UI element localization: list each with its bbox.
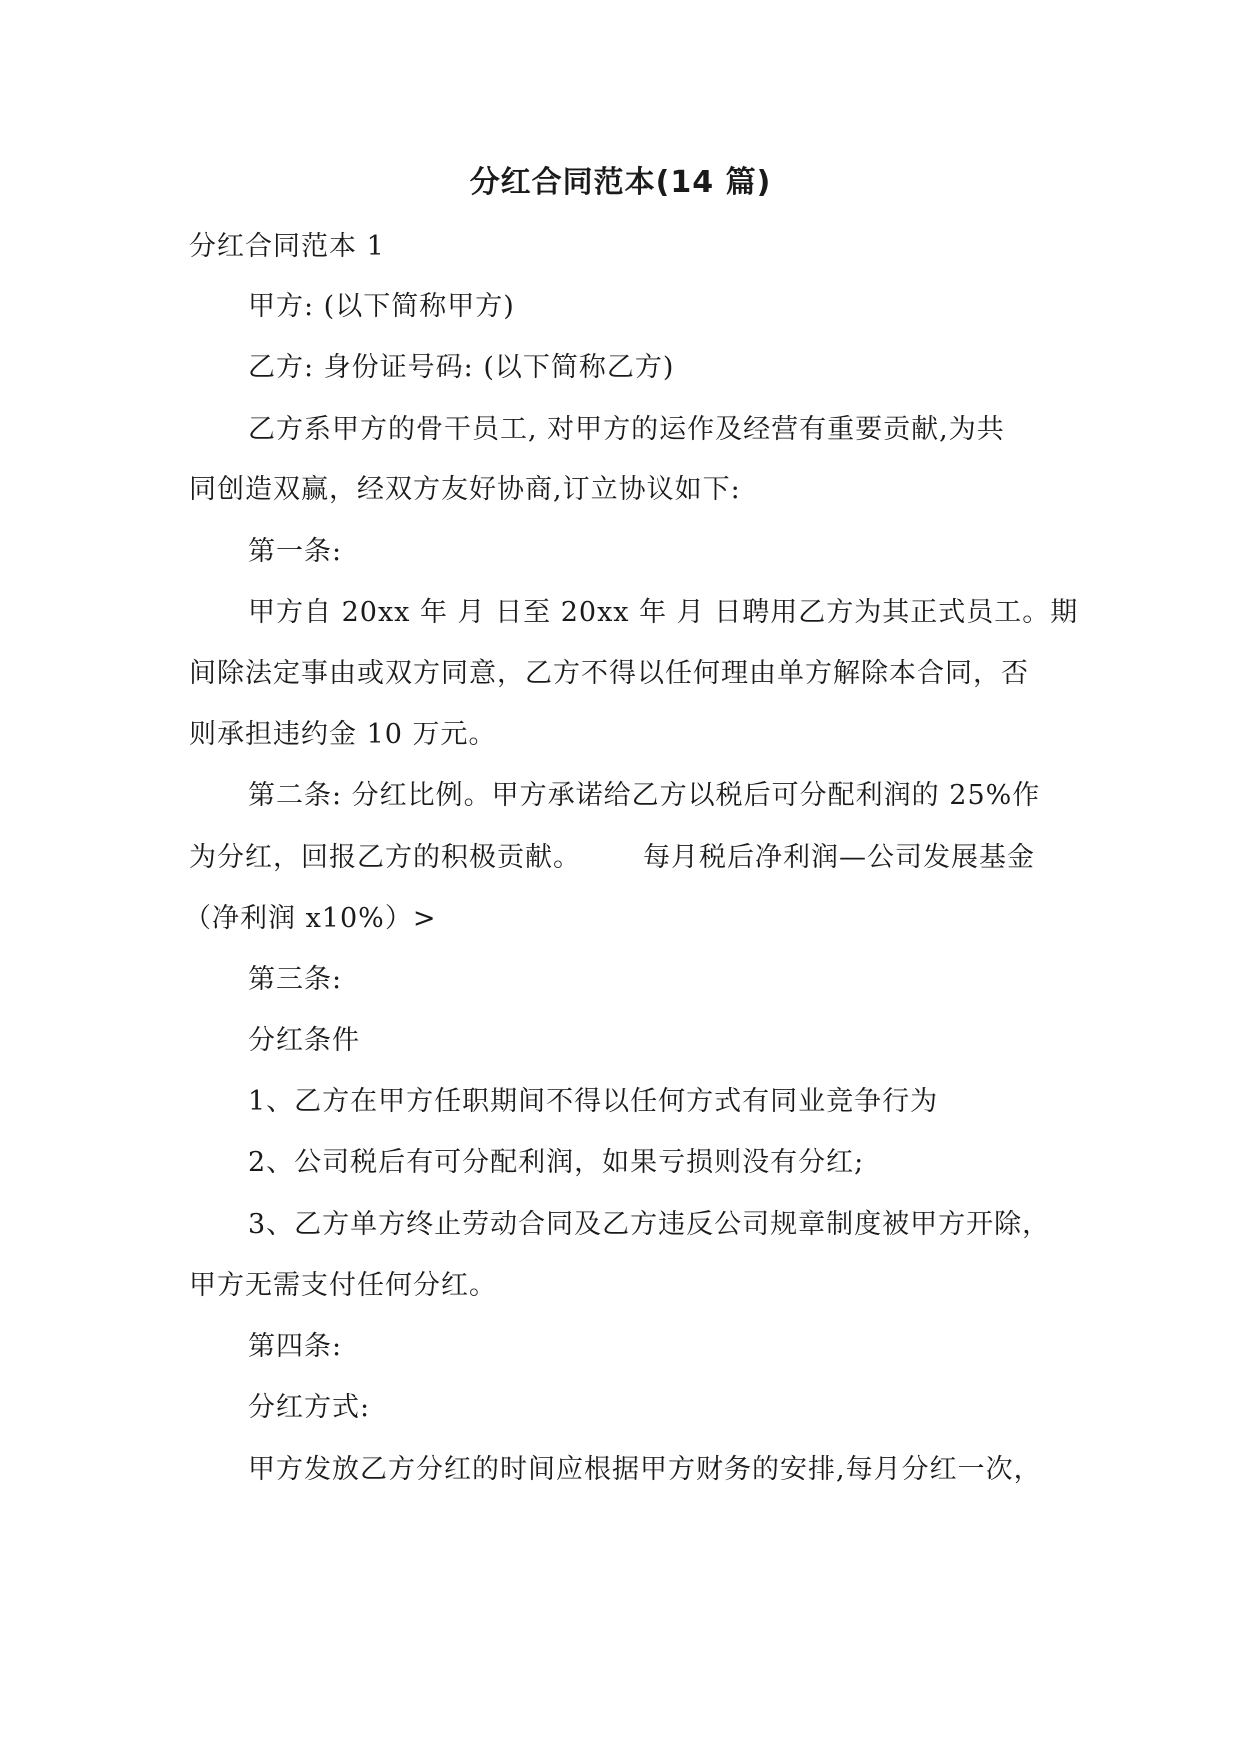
paragraph-line: 分红方式: [248, 1392, 371, 1423]
paragraph-line: 甲方自 20xx 年 月 日至 20xx 年 月 日聘用乙方为其正式员工。期 [248, 597, 1079, 628]
document-title: 分红合同范本(14 篇) [469, 165, 772, 200]
paragraph-line: 则承担违约金 10 万元。 [189, 719, 497, 750]
paragraph-line: 乙方: 身份证号码: (以下简称乙方) [248, 352, 675, 383]
article-heading: 第三条: [248, 964, 343, 995]
section-heading: 分红合同范本 1 [189, 231, 385, 262]
article-heading: 第四条: [248, 1331, 343, 1362]
paragraph-line: （净利润 x10%）> [184, 903, 437, 934]
paragraph-line: 甲方发放乙方分红的时间应根据甲方财务的安排,每月分红一次， [248, 1454, 1042, 1485]
paragraph-line: 分红条件 [248, 1025, 360, 1056]
paragraph-line [189, 838, 1035, 878]
paragraph-segment: 每月税后净利润—公司发展基金 [643, 842, 1035, 873]
paragraph-line: 甲方: (以下简称甲方) [248, 291, 515, 322]
paragraph-segment: 为分红，回报乙方的积极贡献。 [189, 842, 581, 873]
list-item: 1、乙方在甲方任职期间不得以任何方式有同业竞争行为 [248, 1086, 939, 1117]
list-item: 3、乙方单方终止劳动合同及乙方违反公司规章制度被甲方开除， [248, 1209, 1051, 1240]
paragraph-line: 间除法定事由或双方同意，乙方不得以任何理由单方解除本合同，否 [189, 658, 1029, 689]
paragraph-line: 甲方无需支付任何分红。 [189, 1270, 497, 1301]
paragraph-line: 同创造双赢，经双方友好协商,订立协议如下: [189, 474, 741, 505]
article-heading: 第一条: [248, 536, 343, 567]
paragraph-line: 乙方系甲方的骨干员工, 对甲方的运作及经营有重要贡献,为共 [248, 414, 1005, 445]
paragraph-line: 第二条: 分红比例。甲方承诺给乙方以税后可分配利润的 25%作 [248, 780, 1041, 811]
list-item: 2、公司税后有可分配利润，如果亏损则没有分红; [248, 1147, 865, 1178]
